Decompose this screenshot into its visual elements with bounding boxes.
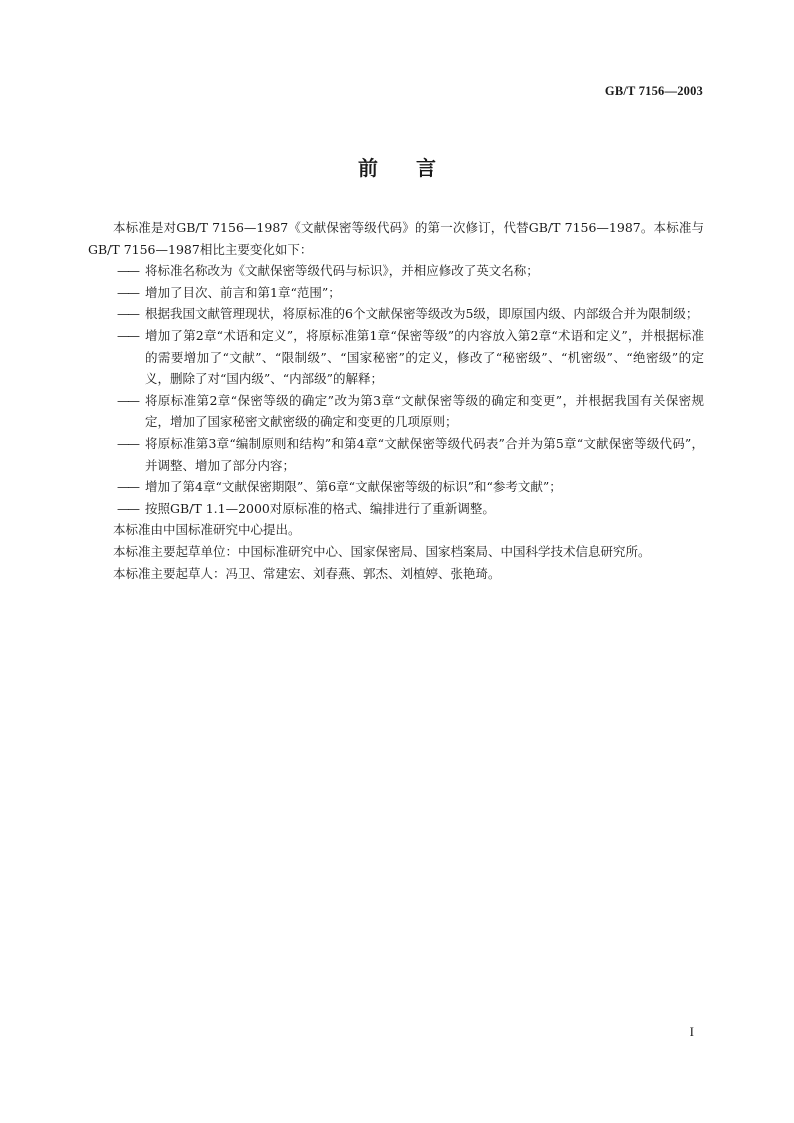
page-title (0, 152, 794, 181)
change-item-2 (88, 282, 704, 304)
change-item-text: 根据我国文献管理现状，将原标准的6个文献保密等级改为5级，即原国内级、内部级合并为限制级； (145, 306, 699, 322)
change-item-4 (88, 325, 704, 390)
drafting-units-paragraph: 本标准主要起草单位：中国标准研究中心、国家保密局、国家档案局、中国科学技术信息研究所。 (113, 543, 651, 559)
page-number: I (689, 1024, 694, 1039)
dash-marker: —— (117, 263, 138, 279)
dash-marker: —— (117, 435, 138, 451)
change-item-text: 将原标准第3章“编制原则和结构”和第4章“文献保密等级代码表”合并为第5章“文献保密等级代码”，并调整、增加了部分内容； (145, 435, 704, 473)
proposed-by-paragraph: 本标准由中国标准研究中心提出。 (113, 522, 301, 538)
dash-marker: —— (117, 500, 138, 516)
change-item-text: 将标准名称改为《文献保密等级代码与标识》，并相应修改了英文名称； (145, 263, 539, 279)
foreword-body (88, 217, 704, 584)
change-item-1 (88, 260, 704, 282)
standard-code: GB/T 7156—2003 (604, 84, 703, 98)
intro-paragraph: 本标准是对GB/T 7156—1987《文献保密等级代码》的第一次修订，代替GB/T 7156—1987。本标准与GB/T 7156—1987相比主要变化如下： (88, 220, 704, 257)
change-item-text: 按照GB/T 1.1—2000对原标准的格式、编排进行了重新调整。 (145, 500, 495, 516)
change-item-text: 将原标准第2章“保密等级的确定”改为第3章“文献保密等级的确定和变更”，并根据我国有关保密规定，增加了国家秘密文献密级的确定和变更的几项原则； (145, 392, 704, 430)
dash-marker: —— (117, 479, 138, 495)
dash-marker: —— (117, 306, 138, 322)
dash-marker: —— (117, 327, 138, 343)
dash-marker: —— (117, 284, 138, 300)
dash-marker: —— (117, 392, 138, 408)
change-item-text: 增加了第4章“文献保密期限”、第6章“文献保密等级的标识”和“参考文献”； (145, 479, 562, 495)
change-item-8 (88, 498, 704, 520)
change-item-7 (88, 476, 704, 498)
title-char-1: 前 (358, 156, 378, 180)
title-char-2: 言 (416, 156, 436, 180)
change-item-3 (88, 303, 704, 325)
change-item-text: 增加了第2章“术语和定义”，将原标准第1章“保密等级”的内容放入第2章“术语和定义”，并根据标准的需要增加了“文献”、“限制级”、“国家秘密”的定义，修改了“秘密级”、“机密级”、“绝密级”的定义，删除了对“国内级”、“内部级”的解释； (145, 327, 704, 387)
change-item-6 (88, 433, 704, 476)
change-item-text: 增加了目次、前言和第1章“范围”； (145, 284, 341, 300)
drafters-paragraph: 本标准主要起草人：冯卫、常建宏、刘春燕、郭杰、刘植婷、张艳琦。 (113, 565, 501, 581)
change-item-5 (88, 390, 704, 433)
